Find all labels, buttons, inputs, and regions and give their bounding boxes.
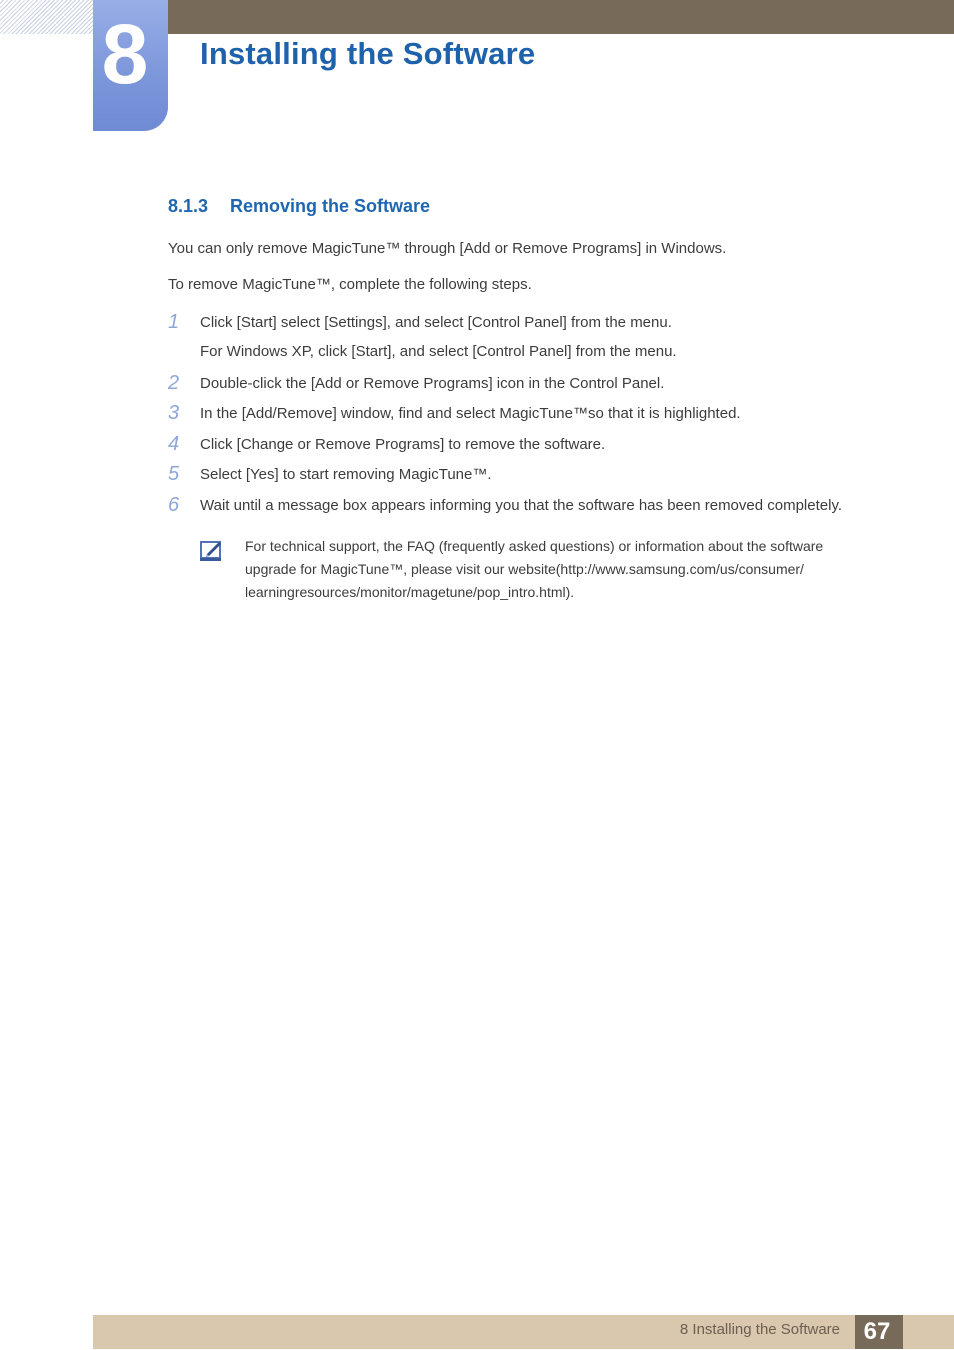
header-bar: [168, 0, 954, 34]
step-number: 2: [168, 372, 180, 394]
step-number: 5: [168, 463, 180, 485]
chapter-title: Installing the Software: [200, 36, 536, 71]
step-subtext: For Windows XP, click [Start], and select [Control Panel] from the menu.: [200, 343, 677, 360]
intro-paragraph: You can only remove MagicTune™ through [Add or Remove Programs] in Windows.: [168, 240, 727, 257]
step-number: 1: [168, 311, 180, 333]
footer-chapter-label: 8 Installing the Software: [679, 1321, 840, 1338]
step-number: 3: [168, 402, 180, 424]
step-text: Double-click the [Add or Remove Programs] icon in the Control Panel.: [200, 375, 665, 392]
step-text: In the [Add/Remove] window, find and select MagicTune™so that it is highlighted.: [200, 405, 741, 422]
intro-paragraph: To remove MagicTune™, complete the following steps.: [168, 276, 532, 293]
step-text: Select [Yes] to start removing MagicTune™.: [200, 466, 492, 483]
chapter-tab: [93, 0, 168, 131]
note-text: [245, 535, 870, 604]
chapter-number: 8: [101, 7, 149, 101]
note-line: For technical support, the FAQ (frequently asked questions) or information about the software: [245, 538, 824, 554]
corner-hatch-decoration: [0, 0, 93, 34]
section-title: Removing the Software: [230, 196, 431, 216]
step-text: Click [Start] select [Settings], and select [Control Panel] from the menu.: [200, 314, 672, 331]
note-line: learningresources/monitor/magetune/pop_intro.html).: [245, 584, 575, 600]
note-line: upgrade for MagicTune™, please visit our website(http://www.samsung.com/us/consumer/: [245, 561, 804, 577]
note-pencil-icon: [200, 539, 223, 562]
page-number-box: [855, 1315, 903, 1349]
section-number: 8.1.3: [168, 196, 209, 216]
step-number: 4: [168, 433, 180, 455]
page-number: 67: [863, 1318, 891, 1345]
step-text: Click [Change or Remove Programs] to remove the software.: [200, 436, 606, 453]
step-number: 6: [168, 494, 180, 516]
section-heading: [168, 196, 430, 217]
step-text: Wait until a message box appears informing you that the software has been removed completely.: [200, 497, 843, 514]
